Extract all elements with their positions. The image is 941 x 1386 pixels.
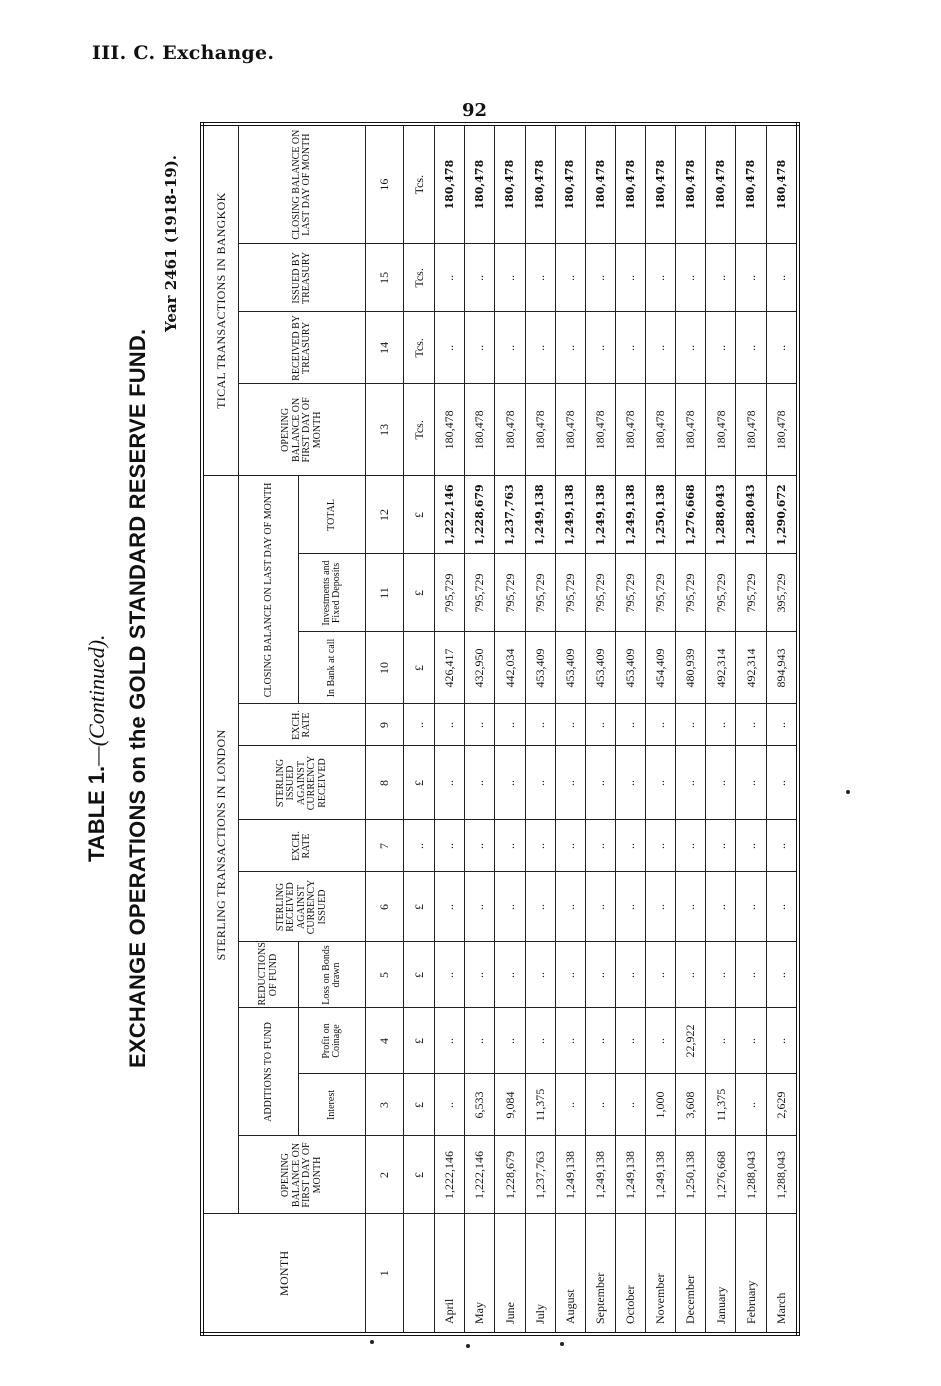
header-c14: RECEIVED BY TREASURY bbox=[239, 312, 366, 384]
cell-c12: 1,276,668 bbox=[676, 476, 706, 554]
cell-c5: .. bbox=[706, 942, 736, 1008]
cell-c12: 1,288,043 bbox=[736, 476, 766, 554]
cell-c4: .. bbox=[435, 1008, 465, 1074]
cell-c10: 453,409 bbox=[585, 632, 615, 704]
cell-c11: 795,729 bbox=[706, 554, 736, 632]
cell-c4: .. bbox=[615, 1008, 645, 1074]
cell-c2: 1,249,138 bbox=[555, 1136, 585, 1214]
cell-c5: .. bbox=[495, 942, 525, 1008]
unit-label: £ bbox=[403, 1008, 434, 1074]
cell-c13: 180,478 bbox=[766, 384, 798, 476]
cell-c8: .. bbox=[736, 746, 766, 820]
column-number-row bbox=[366, 124, 404, 1334]
cell-c11: 795,729 bbox=[465, 554, 495, 632]
unit-label: £ bbox=[403, 632, 434, 704]
table-row bbox=[465, 124, 495, 1334]
cell-c8: .. bbox=[435, 746, 465, 820]
unit-label: Tcs. bbox=[403, 384, 434, 476]
month-cell: April bbox=[435, 1214, 465, 1334]
cell-c3: 9,084 bbox=[495, 1074, 525, 1136]
cell-c3: 11,375 bbox=[706, 1074, 736, 1136]
header-c16: CLOSING BALANCE ON LAST DAY OF MONTH bbox=[239, 124, 366, 244]
cell-c7: .. bbox=[646, 820, 676, 872]
cell-c6: .. bbox=[555, 872, 585, 942]
table-row bbox=[676, 124, 706, 1334]
cell-c6: .. bbox=[585, 872, 615, 942]
cell-c9: .. bbox=[525, 704, 555, 746]
cell-c7: .. bbox=[615, 820, 645, 872]
cell-c10: 453,409 bbox=[555, 632, 585, 704]
cell-c16: 180,478 bbox=[585, 124, 615, 244]
cell-c16: 180,478 bbox=[495, 124, 525, 244]
cell-c8: .. bbox=[766, 746, 798, 820]
table-row bbox=[766, 124, 798, 1334]
main-title: EXCHANGE OPERATIONS on the GOLD STANDARD RESERVE FUND. bbox=[125, 328, 150, 1068]
cell-c10: 426,417 bbox=[435, 632, 465, 704]
col-number: 7 bbox=[366, 820, 404, 872]
cell-c5: .. bbox=[585, 942, 615, 1008]
cell-c14: .. bbox=[495, 312, 525, 384]
cell-c9: .. bbox=[495, 704, 525, 746]
month-cell: March bbox=[766, 1214, 798, 1334]
cell-c15: .. bbox=[555, 244, 585, 312]
cell-c6: .. bbox=[435, 872, 465, 942]
cell-c6: .. bbox=[646, 872, 676, 942]
cell-c12: 1,249,138 bbox=[525, 476, 555, 554]
unit-row bbox=[403, 124, 434, 1334]
unit-label: £ bbox=[403, 942, 434, 1008]
table-number-title bbox=[84, 634, 110, 862]
cell-c2: 1,222,146 bbox=[435, 1136, 465, 1214]
cell-c16: 180,478 bbox=[525, 124, 555, 244]
header-c12: TOTAL bbox=[299, 476, 366, 554]
cell-c9: .. bbox=[766, 704, 798, 746]
cell-c11: 795,729 bbox=[736, 554, 766, 632]
cell-c8: .. bbox=[676, 746, 706, 820]
unit-label: £ bbox=[403, 1136, 434, 1214]
cell-c14: .. bbox=[615, 312, 645, 384]
cell-c10: 454,409 bbox=[646, 632, 676, 704]
unit-label: £ bbox=[403, 554, 434, 632]
col-number: 2 bbox=[366, 1136, 404, 1214]
month-cell: July bbox=[525, 1214, 555, 1334]
cell-c11: 795,729 bbox=[435, 554, 465, 632]
cell-c13: 180,478 bbox=[706, 384, 736, 476]
month-cell: December bbox=[676, 1214, 706, 1334]
cell-c6: .. bbox=[766, 872, 798, 942]
cell-c5: .. bbox=[615, 942, 645, 1008]
print-speck bbox=[560, 1342, 564, 1346]
table-row bbox=[646, 124, 676, 1334]
table-row bbox=[555, 124, 585, 1334]
cell-c15: .. bbox=[766, 244, 798, 312]
cell-c2: 1,250,138 bbox=[676, 1136, 706, 1214]
col-number: 15 bbox=[366, 244, 404, 312]
cell-c4: .. bbox=[495, 1008, 525, 1074]
cell-c12: 1,290,672 bbox=[766, 476, 798, 554]
cell-c14: .. bbox=[766, 312, 798, 384]
cell-c15: .. bbox=[525, 244, 555, 312]
month-cell: February bbox=[736, 1214, 766, 1334]
cell-c6: .. bbox=[676, 872, 706, 942]
table-body bbox=[435, 124, 798, 1334]
header-month: MONTH bbox=[202, 1214, 366, 1334]
cell-c14: .. bbox=[555, 312, 585, 384]
table-number: TABLE 1. bbox=[84, 765, 109, 862]
unit-label: .. bbox=[403, 704, 434, 746]
month-cell: January bbox=[706, 1214, 736, 1334]
unit-label: .. bbox=[403, 820, 434, 872]
cell-c3: 6,533 bbox=[465, 1074, 495, 1136]
cell-c5: .. bbox=[736, 942, 766, 1008]
cell-c10: 442,034 bbox=[495, 632, 525, 704]
cell-c6: .. bbox=[465, 872, 495, 942]
cell-c13: 180,478 bbox=[555, 384, 585, 476]
cell-c12: 1,222,146 bbox=[435, 476, 465, 554]
month-cell: June bbox=[495, 1214, 525, 1334]
cell-c15: .. bbox=[465, 244, 495, 312]
cell-c8: .. bbox=[706, 746, 736, 820]
cell-c15: .. bbox=[435, 244, 465, 312]
header-c5: Loss on Bonds drawn bbox=[299, 942, 366, 1008]
cell-c8: .. bbox=[525, 746, 555, 820]
cell-c5: .. bbox=[465, 942, 495, 1008]
col-number: 3 bbox=[366, 1074, 404, 1136]
cell-c13: 180,478 bbox=[676, 384, 706, 476]
cell-c4: .. bbox=[736, 1008, 766, 1074]
header-c11: Investments and Fixed Deposits bbox=[299, 554, 366, 632]
table-row bbox=[435, 124, 465, 1334]
cell-c7: .. bbox=[555, 820, 585, 872]
cell-c11: 795,729 bbox=[676, 554, 706, 632]
cell-c4: .. bbox=[465, 1008, 495, 1074]
cell-c6: .. bbox=[615, 872, 645, 942]
continued-label: —(Continued). bbox=[84, 634, 109, 766]
cell-c16: 180,478 bbox=[706, 124, 736, 244]
cell-c9: .. bbox=[676, 704, 706, 746]
unit-label: £ bbox=[403, 1074, 434, 1136]
cell-c9: .. bbox=[736, 704, 766, 746]
cell-c5: .. bbox=[676, 942, 706, 1008]
cell-c9: .. bbox=[706, 704, 736, 746]
cell-c11: 795,729 bbox=[495, 554, 525, 632]
header-c7: EXCH. RATE bbox=[239, 820, 366, 872]
cell-c14: .. bbox=[646, 312, 676, 384]
cell-c14: .. bbox=[585, 312, 615, 384]
month-cell: September bbox=[585, 1214, 615, 1334]
cell-c10: 453,409 bbox=[525, 632, 555, 704]
cell-c5: .. bbox=[555, 942, 585, 1008]
cell-c3: .. bbox=[615, 1074, 645, 1136]
cell-c13: 180,478 bbox=[465, 384, 495, 476]
header-c6: STERLING RECEIVED AGAINST CURRENCY ISSUED bbox=[239, 872, 366, 942]
cell-c5: .. bbox=[766, 942, 798, 1008]
cell-c4: .. bbox=[766, 1008, 798, 1074]
cell-c14: .. bbox=[465, 312, 495, 384]
month-cell: November bbox=[646, 1214, 676, 1334]
table-row bbox=[585, 124, 615, 1334]
cell-c10: 894,943 bbox=[766, 632, 798, 704]
cell-c12: 1,228,679 bbox=[465, 476, 495, 554]
cell-c4: .. bbox=[706, 1008, 736, 1074]
header-c2: OPENING BALANCE ON FIRST DAY OF MONTH bbox=[239, 1136, 366, 1214]
month-cell: August bbox=[555, 1214, 585, 1334]
cell-c4: .. bbox=[555, 1008, 585, 1074]
cell-c15: .. bbox=[585, 244, 615, 312]
cell-c3: 2,629 bbox=[766, 1074, 798, 1136]
unit-label: £ bbox=[403, 872, 434, 942]
cell-c2: 1,228,679 bbox=[495, 1136, 525, 1214]
cell-c8: .. bbox=[555, 746, 585, 820]
exchange-operations-table bbox=[200, 122, 800, 1336]
cell-c7: .. bbox=[495, 820, 525, 872]
cell-c11: 795,729 bbox=[555, 554, 585, 632]
cell-c10: 480,939 bbox=[676, 632, 706, 704]
cell-c15: .. bbox=[706, 244, 736, 312]
cell-c9: .. bbox=[555, 704, 585, 746]
cell-c3: 3,608 bbox=[676, 1074, 706, 1136]
cell-c10: 432,950 bbox=[465, 632, 495, 704]
col-number: 5 bbox=[366, 942, 404, 1008]
cell-c16: 180,478 bbox=[465, 124, 495, 244]
cell-c7: .. bbox=[465, 820, 495, 872]
cell-c16: 180,478 bbox=[555, 124, 585, 244]
header-c15: ISSUED BY TREASURY bbox=[239, 244, 366, 312]
cell-c7: .. bbox=[435, 820, 465, 872]
cell-c16: 180,478 bbox=[615, 124, 645, 244]
group-bangkok: TICAL TRANSACTIONS IN BANGKOK bbox=[202, 124, 239, 476]
cell-c12: 1,250,138 bbox=[646, 476, 676, 554]
unit-label: £ bbox=[403, 746, 434, 820]
cell-c2: 1,249,138 bbox=[585, 1136, 615, 1214]
exchange-table-wrapper bbox=[200, 129, 800, 1336]
col-number: 16 bbox=[366, 124, 404, 244]
cell-c7: .. bbox=[766, 820, 798, 872]
cell-c16: 180,478 bbox=[646, 124, 676, 244]
col-number: 9 bbox=[366, 704, 404, 746]
cell-c3: .. bbox=[555, 1074, 585, 1136]
cell-c13: 180,478 bbox=[615, 384, 645, 476]
cell-c11: 795,729 bbox=[646, 554, 676, 632]
unit-label: £ bbox=[403, 476, 434, 554]
cell-c5: .. bbox=[435, 942, 465, 1008]
cell-c8: .. bbox=[495, 746, 525, 820]
cell-c11: 795,729 bbox=[525, 554, 555, 632]
table-row bbox=[525, 124, 555, 1334]
unit-label: Tcs. bbox=[403, 312, 434, 384]
cell-c6: .. bbox=[736, 872, 766, 942]
page-number: 92 bbox=[462, 100, 488, 121]
header-c10: In Bank at call bbox=[299, 632, 366, 704]
cell-c3: 1,000 bbox=[646, 1074, 676, 1136]
table-row bbox=[615, 124, 645, 1334]
header-c13: OPENING BALANCE ON FIRST DAY OF MONTH bbox=[239, 384, 366, 476]
cell-c12: 1,249,138 bbox=[585, 476, 615, 554]
section-heading: III. C. Exchange. bbox=[92, 42, 275, 64]
cell-c16: 180,478 bbox=[676, 124, 706, 244]
cell-c13: 180,478 bbox=[585, 384, 615, 476]
print-speck bbox=[846, 790, 850, 794]
cell-c12: 1,249,138 bbox=[615, 476, 645, 554]
cell-c4: .. bbox=[585, 1008, 615, 1074]
group-london: STERLING TRANSACTIONS IN LONDON bbox=[202, 476, 239, 1214]
group-reductions: REDUCTIONS OF FUND bbox=[239, 942, 299, 1008]
cell-c14: .. bbox=[525, 312, 555, 384]
cell-c2: 1,222,146 bbox=[465, 1136, 495, 1214]
unit-label: Tcs. bbox=[403, 244, 434, 312]
cell-c3: .. bbox=[585, 1074, 615, 1136]
cell-c7: .. bbox=[676, 820, 706, 872]
col-number: 11 bbox=[366, 554, 404, 632]
header-c3: Interest bbox=[299, 1074, 366, 1136]
header-c4: Profit on Coinage bbox=[299, 1008, 366, 1074]
cell-c15: .. bbox=[646, 244, 676, 312]
group-closing-london: CLOSING BALANCE ON LAST DAY OF MONTH bbox=[239, 476, 299, 704]
cell-c13: 180,478 bbox=[435, 384, 465, 476]
col-number: 10 bbox=[366, 632, 404, 704]
cell-c8: .. bbox=[646, 746, 676, 820]
cell-c8: .. bbox=[615, 746, 645, 820]
cell-c13: 180,478 bbox=[525, 384, 555, 476]
cell-c6: .. bbox=[525, 872, 555, 942]
cell-c13: 180,478 bbox=[495, 384, 525, 476]
col-number: 1 bbox=[366, 1214, 404, 1334]
cell-c12: 1,249,138 bbox=[555, 476, 585, 554]
cell-c14: .. bbox=[706, 312, 736, 384]
cell-c14: .. bbox=[435, 312, 465, 384]
cell-c2: 1,288,043 bbox=[766, 1136, 798, 1214]
col-number: 4 bbox=[366, 1008, 404, 1074]
cell-c2: 1,276,668 bbox=[706, 1136, 736, 1214]
cell-c11: 795,729 bbox=[615, 554, 645, 632]
cell-c2: 1,288,043 bbox=[736, 1136, 766, 1214]
year-label: Year 2461 (1918-19). bbox=[162, 154, 180, 332]
header-c9: EXCH. RATE bbox=[239, 704, 366, 746]
cell-c9: .. bbox=[585, 704, 615, 746]
cell-c12: 1,288,043 bbox=[706, 476, 736, 554]
month-cell: October bbox=[615, 1214, 645, 1334]
cell-c16: 180,478 bbox=[435, 124, 465, 244]
cell-c5: .. bbox=[525, 942, 555, 1008]
group-additions: ADDITIONS TO FUND bbox=[239, 1008, 299, 1136]
cell-c13: 180,478 bbox=[646, 384, 676, 476]
table-row bbox=[736, 124, 766, 1334]
cell-c14: .. bbox=[736, 312, 766, 384]
cell-c15: .. bbox=[676, 244, 706, 312]
cell-c2: 1,237,763 bbox=[525, 1136, 555, 1214]
cell-c8: .. bbox=[585, 746, 615, 820]
cell-c9: .. bbox=[646, 704, 676, 746]
cell-c3: 11,375 bbox=[525, 1074, 555, 1136]
cell-c14: .. bbox=[676, 312, 706, 384]
cell-c5: .. bbox=[646, 942, 676, 1008]
cell-c7: .. bbox=[525, 820, 555, 872]
col-number: 12 bbox=[366, 476, 404, 554]
cell-c8: .. bbox=[465, 746, 495, 820]
cell-c10: 453,409 bbox=[615, 632, 645, 704]
cell-c2: 1,249,138 bbox=[615, 1136, 645, 1214]
cell-c13: 180,478 bbox=[736, 384, 766, 476]
col-number: 13 bbox=[366, 384, 404, 476]
header-c8: STERLING ISSUED AGAINST CURRENCY RECEIVED bbox=[239, 746, 366, 820]
col-number: 8 bbox=[366, 746, 404, 820]
cell-c9: .. bbox=[435, 704, 465, 746]
cell-c4: .. bbox=[525, 1008, 555, 1074]
cell-c15: .. bbox=[736, 244, 766, 312]
col-number: 14 bbox=[366, 312, 404, 384]
cell-c4: 22,922 bbox=[676, 1008, 706, 1074]
cell-c10: 492,314 bbox=[706, 632, 736, 704]
month-cell: May bbox=[465, 1214, 495, 1334]
cell-c6: .. bbox=[495, 872, 525, 942]
table-row bbox=[495, 124, 525, 1334]
cell-c3: .. bbox=[736, 1074, 766, 1136]
cell-c9: .. bbox=[465, 704, 495, 746]
cell-c10: 492,314 bbox=[736, 632, 766, 704]
cell-c3: .. bbox=[435, 1074, 465, 1136]
cell-c15: .. bbox=[615, 244, 645, 312]
unit-label bbox=[403, 1214, 434, 1334]
cell-c12: 1,237,763 bbox=[495, 476, 525, 554]
cell-c7: .. bbox=[706, 820, 736, 872]
cell-c16: 180,478 bbox=[766, 124, 798, 244]
print-speck bbox=[466, 1344, 470, 1348]
cell-c16: 180,478 bbox=[736, 124, 766, 244]
table-row bbox=[706, 124, 736, 1334]
cell-c7: .. bbox=[736, 820, 766, 872]
cell-c11: 395,729 bbox=[766, 554, 798, 632]
print-speck bbox=[370, 1340, 374, 1344]
cell-c9: .. bbox=[615, 704, 645, 746]
unit-label: Tcs. bbox=[403, 124, 434, 244]
cell-c4: .. bbox=[646, 1008, 676, 1074]
cell-c7: .. bbox=[585, 820, 615, 872]
cell-c11: 795,729 bbox=[585, 554, 615, 632]
cell-c6: .. bbox=[706, 872, 736, 942]
cell-c15: .. bbox=[495, 244, 525, 312]
cell-c2: 1,249,138 bbox=[646, 1136, 676, 1214]
col-number: 6 bbox=[366, 872, 404, 942]
